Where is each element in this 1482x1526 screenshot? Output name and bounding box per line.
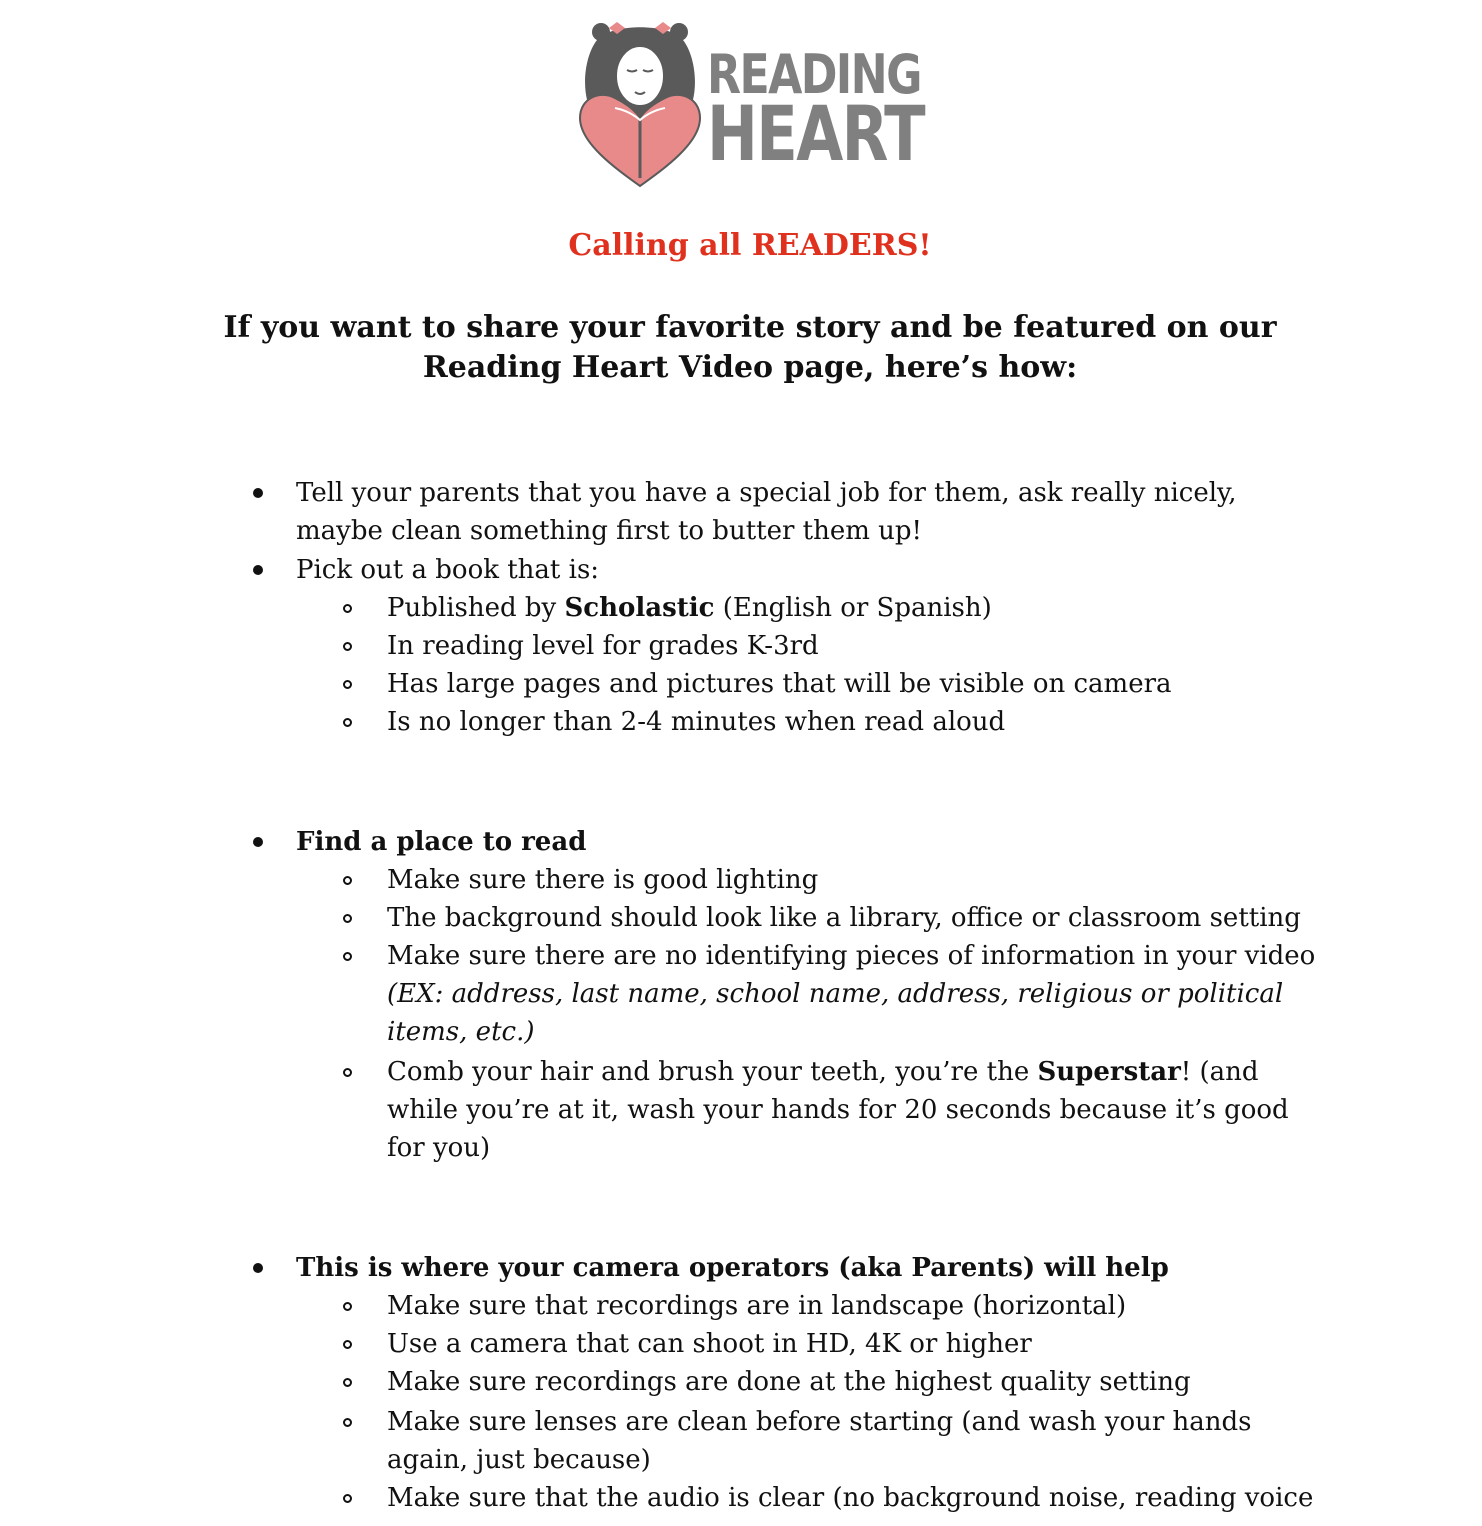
logo-emblem-icon xyxy=(575,18,705,188)
list-item-place-background: The background should look like a library, office or classroom setting xyxy=(387,903,1301,933)
sub-bullet-icon xyxy=(343,914,352,923)
list-item-book-publisher: Published by Scholastic (English or Spanish) xyxy=(387,593,992,623)
list-item-book-intro: Pick out a book that is: xyxy=(296,555,600,585)
sub-bullet-icon xyxy=(343,680,352,689)
sub-bullet-icon xyxy=(343,718,352,727)
list-item-parents-line-1: Tell your parents that you have a special job for them, ask really nicely, xyxy=(296,478,1237,508)
sub-bullet-icon xyxy=(343,642,352,651)
logo-word-heart: HEART xyxy=(707,89,925,178)
headline-line-2: Reading Heart Video page, here’s how: xyxy=(422,350,1078,385)
list-item-book-level: In reading level for grades K-3rd xyxy=(387,631,819,661)
list-item-place-superstar-line-3: for you) xyxy=(387,1133,491,1163)
list-item-camera-lenses-line-1: Make sure lenses are clean before starting (and wash your hands xyxy=(387,1407,1252,1437)
callout-heading: Calling all READERS! xyxy=(568,228,932,263)
list-item-camera-quality: Make sure recordings are done at the highest quality setting xyxy=(387,1367,1191,1397)
list-item-place-superstar-line-2: while you’re at it, wash your hands for 20 seconds because it’s good xyxy=(387,1095,1289,1125)
bullet-icon xyxy=(253,565,263,575)
sub-bullet-icon xyxy=(343,1418,352,1427)
list-item-place-title: Find a place to read xyxy=(296,827,587,857)
bullet-icon xyxy=(253,1263,263,1273)
list-item-parents-line-2: maybe clean something first to butter them up! xyxy=(296,516,923,546)
logo-word-reading: READING xyxy=(707,43,921,106)
list-item-camera-audio-line-1: Make sure that the audio is clear (no background noise, reading voice xyxy=(387,1483,1314,1513)
list-item-place-privacy-line-3: items, etc.) xyxy=(387,1017,535,1047)
bullet-icon xyxy=(253,837,263,847)
sub-bullet-icon xyxy=(343,604,352,613)
sub-bullet-icon xyxy=(343,1494,352,1503)
list-item-book-length: Is no longer than 2-4 minutes when read aloud xyxy=(387,707,1006,737)
list-item-place-lighting: Make sure there is good lighting xyxy=(387,865,819,895)
list-item-place-privacy-line-2: (EX: address, last name, school name, address, religious or political xyxy=(387,979,1284,1009)
bullet-icon xyxy=(253,488,263,498)
list-item-camera-landscape: Make sure that recordings are in landscape (horizontal) xyxy=(387,1291,1127,1321)
list-item-place-privacy-line-1: Make sure there are no identifying pieces of information in your video xyxy=(387,941,1316,971)
list-item-book-pages: Has large pages and pictures that will be visible on camera xyxy=(387,669,1172,699)
sub-bullet-icon xyxy=(343,1378,352,1387)
list-item-camera-lenses-line-2: again, just because) xyxy=(387,1445,651,1475)
headline-line-1: If you want to share your favorite story and be featured on our xyxy=(223,310,1277,345)
sub-bullet-icon xyxy=(343,876,352,885)
reading-heart-logo xyxy=(575,18,925,188)
sub-bullet-icon xyxy=(343,952,352,961)
list-item-place-superstar-line-1: Comb your hair and brush your teeth, you’re the Superstar! (and xyxy=(387,1057,1259,1087)
sub-bullet-icon xyxy=(343,1068,352,1077)
list-item-camera-hd: Use a camera that can shoot in HD, 4K or higher xyxy=(387,1329,1032,1359)
page-headline xyxy=(0,308,1482,388)
sub-bullet-icon xyxy=(343,1302,352,1311)
sub-bullet-icon xyxy=(343,1340,352,1349)
list-item-camera-title: This is where your camera operators (aka Parents) will help xyxy=(296,1253,1169,1283)
